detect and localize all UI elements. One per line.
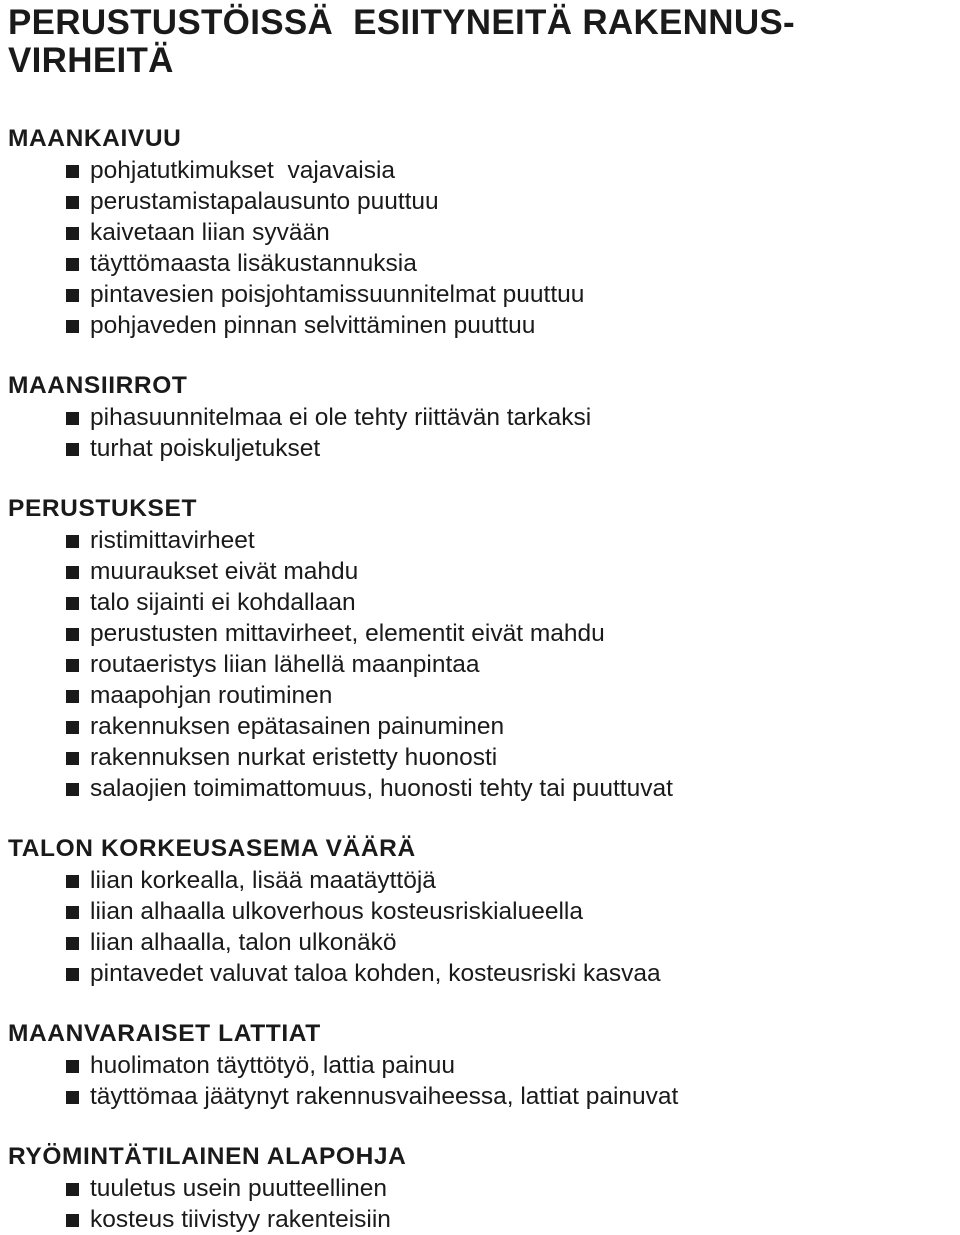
bullet-list xyxy=(8,155,953,341)
section-heading: MAANVARAISET LATTIAT xyxy=(8,1020,321,1047)
square-bullet-icon xyxy=(66,443,79,456)
list-item xyxy=(66,649,953,680)
list-item-text: turhat poiskuljetukset xyxy=(90,435,321,462)
section-ryomintatilainen-alapohja xyxy=(8,1142,953,1235)
list-item-text: salaojien toimimattomuus, huonosti tehty tai puuttuvat xyxy=(90,775,673,802)
section-heading: PERUSTUKSET xyxy=(8,495,198,522)
section-heading: TALON KORKEUSASEMA VÄÄRÄ xyxy=(8,835,416,862)
section-heading: MAANKAIVUU xyxy=(8,125,182,152)
square-bullet-icon xyxy=(66,937,79,950)
bullet-list xyxy=(8,865,953,989)
list-item xyxy=(66,958,953,989)
section-heading: MAANSIIRROT xyxy=(8,372,188,399)
list-item-text: liian korkealla, lisää maatäyttöjä xyxy=(90,867,436,894)
list-item xyxy=(66,773,953,804)
square-bullet-icon xyxy=(66,752,79,765)
list-item-text: rakennuksen epätasainen painuminen xyxy=(90,713,505,740)
list-item-text: pohjatutkimukset vajavaisia xyxy=(90,157,396,184)
list-item-text: pintavesien poisjohtamissuunnitelmat puuttuu xyxy=(90,281,585,308)
list-item-text: liian alhaalla, talon ulkonäkö xyxy=(90,929,397,956)
list-item xyxy=(66,525,953,556)
square-bullet-icon xyxy=(66,1060,79,1073)
square-bullet-icon xyxy=(66,165,79,178)
list-item xyxy=(66,618,953,649)
square-bullet-icon xyxy=(66,412,79,425)
list-item-text: kaivetaan liian syvään xyxy=(90,219,330,246)
square-bullet-icon xyxy=(66,968,79,981)
list-item-text: perustamistapalausunto puuttuu xyxy=(90,188,439,215)
square-bullet-icon xyxy=(66,783,79,796)
square-bullet-icon xyxy=(66,875,79,888)
list-item-text: tuuletus usein puutteellinen xyxy=(90,1175,387,1202)
section-perustukset xyxy=(8,494,953,804)
list-item xyxy=(66,556,953,587)
document-page xyxy=(8,4,953,1235)
list-item xyxy=(66,711,953,742)
square-bullet-icon xyxy=(66,320,79,333)
section-maansiirrot xyxy=(8,371,953,464)
list-item-text: täyttömaa jäätynyt rakennusvaiheessa, lattiat painuvat xyxy=(90,1083,679,1110)
bullet-list xyxy=(8,1173,953,1235)
list-item xyxy=(66,186,953,217)
list-item xyxy=(66,865,953,896)
bullet-list xyxy=(8,1050,953,1112)
list-item-text: liian alhaalla ulkoverhous kosteusriskialueella xyxy=(90,898,584,925)
list-item-text: ristimittavirheet xyxy=(90,527,255,554)
square-bullet-icon xyxy=(66,258,79,271)
page-title xyxy=(8,4,953,80)
list-item xyxy=(66,1050,953,1081)
section-maanvaraiset-lattiat xyxy=(8,1019,953,1112)
square-bullet-icon xyxy=(66,628,79,641)
square-bullet-icon xyxy=(66,566,79,579)
list-item-text: pihasuunnitelmaa ei ole tehty riittävän tarkaksi xyxy=(90,404,592,431)
square-bullet-icon xyxy=(66,597,79,610)
square-bullet-icon xyxy=(66,659,79,672)
list-item-text: kosteus tiivistyy rakenteisiin xyxy=(90,1206,391,1233)
list-item xyxy=(66,587,953,618)
list-item xyxy=(66,896,953,927)
list-item-text: huolimaton täyttötyö, lattia painuu xyxy=(90,1052,456,1079)
square-bullet-icon xyxy=(66,1214,79,1227)
section-talon-korkeusasema xyxy=(8,834,953,989)
list-item-text: pohjaveden pinnan selvittäminen puuttuu xyxy=(90,312,536,339)
list-item xyxy=(66,1173,953,1204)
list-item xyxy=(66,927,953,958)
list-item-text: talo sijainti ei kohdallaan xyxy=(90,589,356,616)
page-title-line-1: PERUSTUSTÖISSÄ ESIITYNEITÄ RAKENNUS- xyxy=(8,3,796,42)
list-item-text: rakennuksen nurkat eristetty huonosti xyxy=(90,744,498,771)
square-bullet-icon xyxy=(66,906,79,919)
list-item xyxy=(66,402,953,433)
square-bullet-icon xyxy=(66,690,79,703)
list-item xyxy=(66,742,953,773)
square-bullet-icon xyxy=(66,535,79,548)
list-item xyxy=(66,248,953,279)
list-item-text: muuraukset eivät mahdu xyxy=(90,558,359,585)
list-item xyxy=(66,217,953,248)
list-item-text: maapohjan routiminen xyxy=(90,682,333,709)
list-item-text: routaeristys liian lähellä maanpintaa xyxy=(90,651,480,678)
bullet-list xyxy=(8,525,953,804)
section-maankaivuu xyxy=(8,124,953,341)
list-item xyxy=(66,433,953,464)
list-item xyxy=(66,310,953,341)
list-item xyxy=(66,155,953,186)
list-item xyxy=(66,680,953,711)
square-bullet-icon xyxy=(66,227,79,240)
square-bullet-icon xyxy=(66,1183,79,1196)
page-title-line-2: VIRHEITÄ xyxy=(8,41,174,80)
square-bullet-icon xyxy=(66,721,79,734)
list-item-text: pintavedet valuvat taloa kohden, kosteusriski kasvaa xyxy=(90,960,661,987)
square-bullet-icon xyxy=(66,196,79,209)
section-heading: RYÖMINTÄTILAINEN ALAPOHJA xyxy=(8,1143,407,1170)
bullet-list xyxy=(8,402,953,464)
list-item-text: täyttömaasta lisäkustannuksia xyxy=(90,250,417,277)
list-item-text: perustusten mittavirheet, elementit eivät mahdu xyxy=(90,620,605,647)
square-bullet-icon xyxy=(66,1091,79,1104)
list-item xyxy=(66,279,953,310)
list-item xyxy=(66,1081,953,1112)
square-bullet-icon xyxy=(66,289,79,302)
